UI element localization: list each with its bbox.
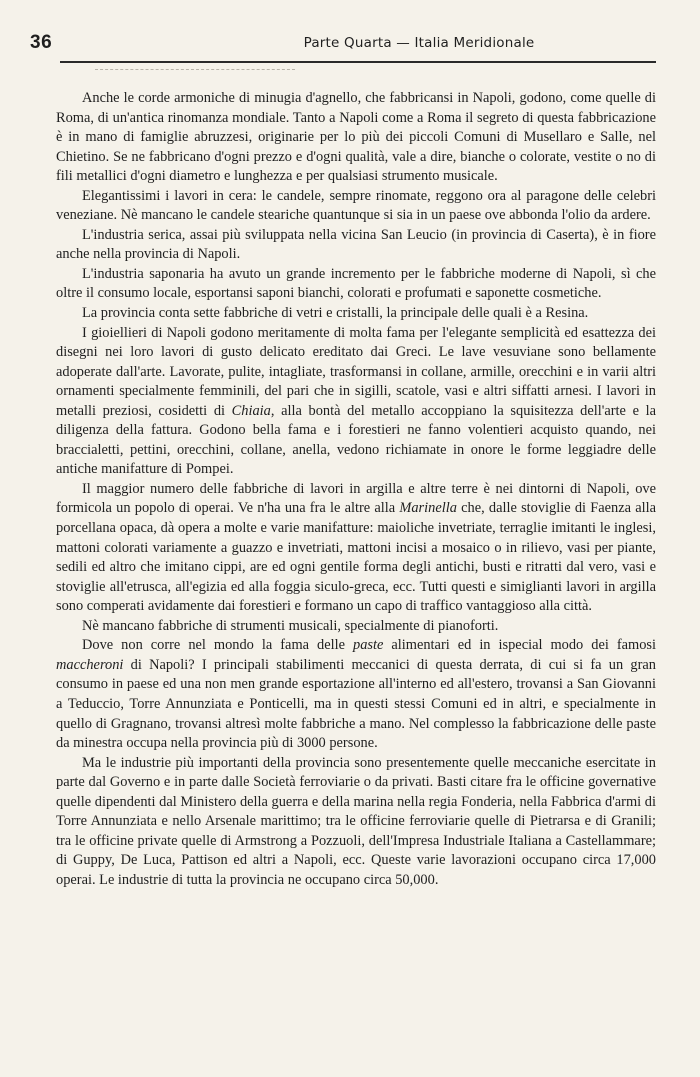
paragraph: [56, 324, 656, 480]
paragraph-text: di Napoli? I principali stabilimenti meccanici di questa derrata, di cui si fa un gran consumo in paese ed una non men grande esportazione all'interno ed all'estero, trovansi a San Giovanni a Teduccio, Torre Annunziata e Ponticelli, ma in questi stessi Comuni ed in altri, e specialmente in quello di Gragnano, trovansi altresì molte fabbriche a mano. Nel complesso la fabbricazione delle paste da minestra occupa nella provincia più di 3000 persone.: [56, 656, 656, 752]
paragraph-text: Dove non corre nel mondo la fama delle: [82, 637, 353, 654]
paragraph: [56, 187, 656, 226]
body-text: [56, 89, 656, 890]
paragraph-text: La provincia conta sette fabbriche di vetri e cristalli, la principale delle quali è a Resina.: [82, 305, 589, 322]
header-rule: [60, 61, 656, 63]
faint-rule: [95, 69, 295, 70]
running-title: Parte Quarta — Italia Meridionale: [303, 35, 535, 51]
paragraph-text: Nè mancano fabbriche di strumenti musicali, specialmente di pianoforti.: [82, 617, 499, 634]
paragraph-text: alimentari ed in ispecial modo dei famosi: [383, 637, 656, 654]
page-number: 36: [30, 32, 53, 53]
paragraph: [56, 304, 656, 324]
paragraph-text: che, dalle stoviglie di Faenza alla porcellana opaca, dà opera a molte e varie manifatture: maioliche invetriate, terraglie imitanti le inglesi, mattoni colorati variamente a guazzo e invetriati, mattoni incisi a mosaico o in rilievo, vasi per piante, sedili ed altro che imitano cippi, are ed ogni gentile forma degli antichi, busti e ritratti dal vero, vasi e stoviglie all'etrusca, all'egizia ed alla foggia siculo-greca, ecc. Tutti questi e simiglianti lavori in argilla sono comperati avidamente dai forestieri e formano un capo di traffico vantaggioso alla città.: [56, 500, 656, 615]
paragraph-text: Ma le industrie più importanti della provincia sono presentemente quelle meccaniche esercitate in parte dal Governo e in parte dalle Società ferroviarie o da privati. Basti citare fra le officine governative quelle dipendenti dal Ministero della guerra e della marina nella regia Fonderia, nella Fabbrica d'armi di Torre Annunziata e nello Arsenale marittimo; tra le officine ferroviarie quelle di Pietrarsa e di Granili; tra le officine private quelle di Armstrong a Pozzuoli, dell'Impresa Industriale Italiana a Castellammare; di Guppy, De Luca, Pattison ed altri a Napoli, ecc. Queste varie lavorazioni occupano circa 17,000 operai. Le industrie di tutta la provincia ne occupano circa 50,000.: [56, 754, 656, 888]
paragraph-text: I gioiellieri di Napoli godono meritamente di molta fama per l'elegante semplicità ed esattezza dei disegni nei loro lavori di gusto delicato ereditato dai Greci. Le lave vesuviane sono bellamente adoperate dall'arte. Lavorate, pulite, intagliate, trasformansi in collane, armille, orecchini e in varii altri ornamenti specialmente femminili, del pari che in sigilli, scatole, vasi e altri siffatti arnesi. I lavori in metalli preziosi, cosidetti di: [56, 324, 656, 419]
page-header: [30, 32, 658, 56]
paragraph: [56, 265, 656, 304]
paragraph-text: Il maggior numero delle fabbriche di lavori in argilla e altre terre è nei dintorni di Napoli, ove formicola un popolo di operai. Ve n'ha una fra le altre alla: [56, 480, 656, 517]
italic-term: Chiaia: [231, 402, 271, 419]
paragraph-text: Anche le corde armoniche di minugia d'agnello, che fabbricansi in Napoli, godono, come quelle di Roma, di un'antica rinomanza mondiale. Tanto a Napoli come a Roma il segreto di questa fabbricazione è in mano di famiglie abruzzesi, originarie per lo più dei piccoli Comuni di Musellaro e Salle, nel Chietino. Se ne fabbricano d'ogni prezzo e d'ogni qualità, vale a dire, bianche o colorate, vestite o no di fili metallici d'ogni diametro e lunghezza e per qualsiasi strumento musicale.: [56, 90, 656, 185]
paragraph: [56, 636, 656, 753]
italic-term: maccheroni: [56, 656, 124, 673]
italic-term: paste: [353, 637, 384, 654]
paragraph: [56, 617, 656, 637]
paragraph: [56, 226, 656, 265]
paragraph-text: Elegantissimi i lavori in cera: le candele, sempre rinomate, reggono ora al paragone delle celebri veneziane. Nè mancano le candele steariche quantunque si sia in un paese ove abbonda l'olio da ardere.: [56, 187, 656, 224]
paragraph: [56, 754, 656, 891]
paragraph-text: , alla bontà del metallo accoppiano la squisitezza dell'arte e la diligenza della fattura. Godono bella fama e i forestieri ne fanno volentieri acquisto quando, nei braccialetti, pettini, orecchini, collane, anella, vedono richiamate in onore le forme leggiadre delle antiche manifatture di Pompei.: [56, 402, 656, 478]
italic-term: Marinella: [399, 500, 457, 517]
paragraph-text: L'industria saponaria ha avuto un grande incremento per le fabbriche moderne di Napoli, sì che oltre il consumo locale, esportansi saponi bianchi, colorati e profumati e saponette cosmetiche.: [56, 265, 656, 302]
paragraph: [56, 480, 656, 617]
paragraph-text: L'industria serica, assai più sviluppata nella vicina San Leucio (in provincia di Caserta), è in fiore anche nella provincia di Napoli.: [56, 226, 656, 263]
paragraph: [56, 89, 656, 187]
